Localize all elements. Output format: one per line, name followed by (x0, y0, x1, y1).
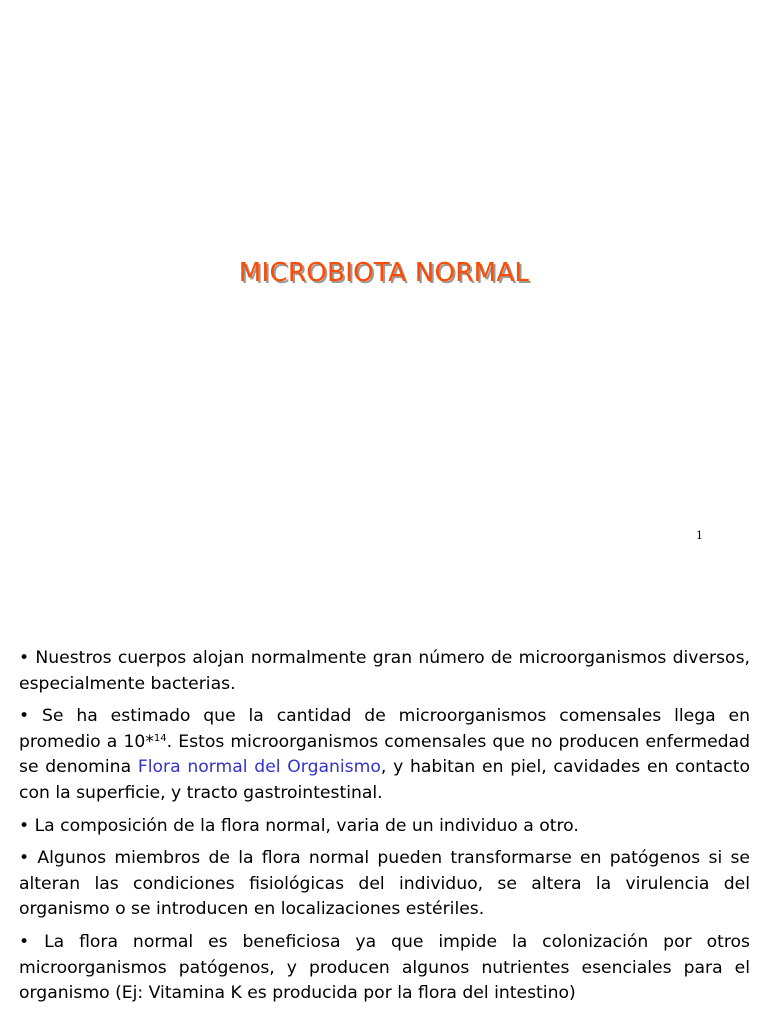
bullet-text: Nuestros cuerpos alojan normalmente gran número de microorganismos diversos, especialmente bacterias. (19, 648, 750, 694)
bullet-list (19, 646, 750, 1014)
bullet-marker: • (19, 706, 43, 727)
bullet-item (19, 704, 750, 806)
slide-title: MICROBIOTA NORMAL (238, 258, 530, 288)
bullet-item (19, 846, 750, 923)
bullet-text: La flora normal es beneficiosa ya que impide la colonización por otros microorganismos patógenos, y producen algunos nutrientes esenciales para el organismo (Ej: Vitamina K es producida por la flora del intestino) (19, 931, 751, 1004)
highlight-term: Flora normal del Organismo (137, 757, 381, 778)
bullet-marker: • (19, 848, 38, 869)
slide-2 (0, 610, 768, 1024)
page-number: 1 (696, 529, 703, 542)
bullet-text: La composición de la flora normal, varia de un individuo a otro. (34, 815, 579, 836)
bullet-marker: • (19, 931, 45, 952)
bullet-text: . Estos microorganismos comensales que no producen enfermedad se denomina (19, 731, 750, 778)
bullet-item (19, 930, 750, 1007)
bullet-text: Se ha estimado que la cantidad de microorganismos comensales llega en promedio a 10* (19, 706, 750, 752)
exponent: 14 (153, 732, 167, 744)
bullet-marker: • (19, 815, 35, 836)
bullet-item (19, 646, 750, 697)
bullet-item (19, 814, 750, 840)
bullet-text: , y habitan en piel, cavidades en contacto con la superficie, y tracto gastrointestinal. (19, 757, 751, 803)
bullet-text: Algunos miembros de la flora normal pueden transformarse en patógenos si se alteran las condiciones fisiológicas del individuo, se altera la virulencia del organismo o se introducen en localizaciones estériles. (19, 848, 750, 920)
bullet-marker: • (19, 648, 36, 668)
